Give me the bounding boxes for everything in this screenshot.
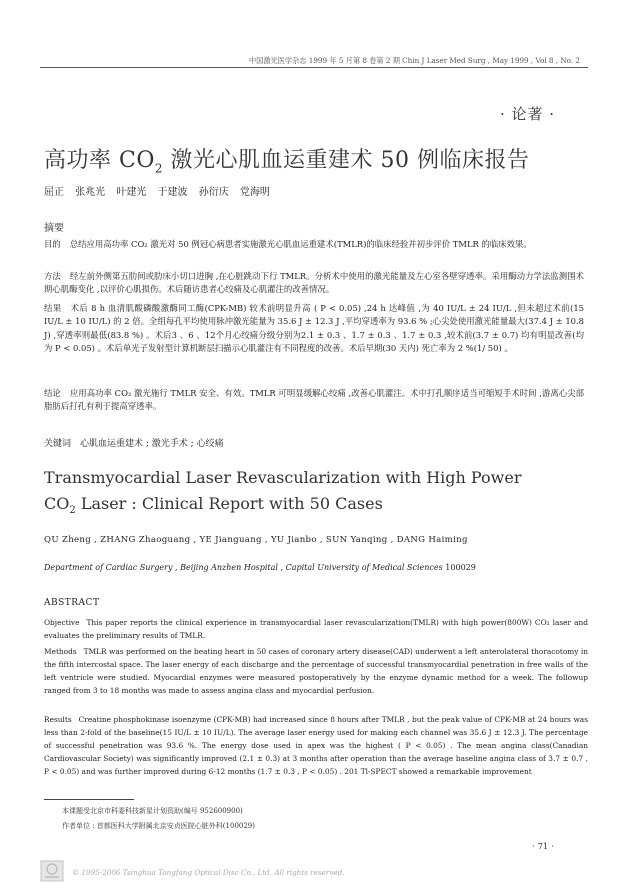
english-abstract-heading: ABSTRACT <box>44 598 100 608</box>
purpose-label: 目的 <box>44 239 61 249</box>
objective-label: Objective <box>44 618 80 627</box>
english-affiliation: Department of Cardiac Surgery , Beijing Anzhen Hospital , Capital University of Medical Sciences 100029 <box>44 563 476 572</box>
results-label: 结果 <box>44 303 62 313</box>
copyright-notice: © 1995-2006 Tsinghua Tongfang Optical Disc Co., Ltd. All rights reserved. <box>72 868 345 877</box>
header-divider <box>40 67 588 68</box>
chinese-results-paragraph <box>44 302 584 356</box>
english-objective-paragraph <box>44 616 588 642</box>
chinese-authors: 屈正 张兆光 叶建光 于建波 孙衍庆 党海明 <box>44 187 270 198</box>
results-text-en: Creatine phosphokinase isoenzyme (CPK-MB) had increased since 8 hours after TMLR , but the peak value of CPK-MB at 24 hours was less than 2-fold of the baseline(15 IU/L ± 10 IU/L). The average laser energy used for making each channel was 35.6 J ± 12.3 J. The percentage of successful penetration was 93.6 %. The energy dose used in apex was the highest ( P < 0.05) . The mean angina class(Canadian Cardiovascular Society) was significantly improved (2.1 ± 0.3) at 3 months after operation than the average baseline angina class of 3.7 ± 0.7 , P < 0.05) and was further improved during 6-12 months (1.7 ± 0.3 , P < 0.05) . 201 Tl-SPECT showed a remarkable improvement <box>44 715 588 776</box>
footnote-unit: 作者单位 : 首都医科大学附属北京安贞医院心脏外科(100029) <box>62 822 255 830</box>
chinese-methods-paragraph <box>44 270 584 297</box>
english-authors: QU Zheng , ZHANG Zhaoguang , YE Jianguang , YU Jianbo , SUN Yanqing , DANG Haiming <box>44 535 468 545</box>
chinese-title: 高功率 $CO_2$ 激光心肌血运重建术 50 例临床报告 <box>44 148 530 176</box>
keywords <box>44 436 224 449</box>
footnote-fund: 本课题受北京市科委科技新星计划资助(编号 952600900) <box>62 807 243 815</box>
postcode: 100029 <box>445 563 476 572</box>
keywords-label: 关键词 <box>44 439 72 449</box>
results-label-en: Results <box>44 715 72 724</box>
objective-text: This paper reports the clinical experience in transmyocardial laser revascularization(TMLR) with high power(800W) CO₂ laser and evaluates the preliminary results of TMLR. <box>44 618 588 640</box>
purpose-text: 总结应用高功率 CO₂ 激光对 50 例冠心病患者实施激光心肌血运重建术(TMLR)的临床经验并初步评价 TMLR 的临床效果。 <box>69 239 532 249</box>
page-number: · 71 · <box>532 842 554 852</box>
keywords-text: 心肌血运重建术 ; 激光手术 ; 心绞痛 <box>80 439 224 449</box>
conclusion-label: 结论 <box>44 388 61 398</box>
conclusion-text: 应用高功率 CO₂ 激光施行 TMLR 安全、有效。TMLR 可明显缓解心绞痛 ,改善心肌灌注。术中打孔顺序适当可缩短手术时间 ,游离心尖部脂肪后打孔有利于提高穿透率。 <box>44 388 585 412</box>
english-methods-paragraph <box>44 645 588 697</box>
cnki-logo-icon <box>40 860 64 882</box>
english-title-line1: Transmyocardial Laser Revascularization with High Power <box>44 468 522 487</box>
chinese-conclusion-paragraph <box>44 387 584 414</box>
running-head: 中国激光医学杂志 1999 年 5 月第 8 卷第 2 期 Chin J Laser Med Surg , May 1999 , Vol 8 , No. 2 <box>248 56 580 65</box>
english-title-line2: $CO_2$ Laser : Clinical Report with 50 Cases <box>44 494 383 517</box>
methods-text-en: TMLR was performed on the beating heart in 50 cases of coronary artery disease(CAD) underwent a left anterolateral thoracotomy in the fifth intercostal space. The laser energy of each discharge and the percentage of successful transmyocardial penetration in free walls of the left ventricle were studied. Myocardial enzymes were measured postoperatively by the enzyme dynamic method for a week. The followup ranged from 3 to 18 months was made to assess angina class and myocardial perfusion. <box>44 647 588 695</box>
chinese-abstract-heading: 摘要 <box>44 223 64 234</box>
footnote-divider <box>44 799 134 800</box>
methods-label-en: Methods <box>44 647 77 656</box>
section-label: · 论著 · <box>500 105 556 123</box>
methods-text: 经左前外侧第五肋间或肋床小切口进胸 ,在心脏跳动下行 TMLR。分析术中使用的激光能量及左心室各壁穿透率。采用酶动力学法监测围术期心肌酶变化 ,以评价心肌损伤。术后随访患者心绞痛及心肌灌注的改善情况。 <box>44 271 584 295</box>
methods-label: 方法 <box>44 271 61 281</box>
chinese-purpose-paragraph <box>44 238 584 251</box>
results-text: 术后 8 h 血清肌酸磷酸激酶同工酶(CPK-MB) 较术前明显升高 ( P < 0.05) ,24 h 达峰值 ,为 40 IU/L ± 24 IU/L ,但未超过术前(15 IU/L ± 10 IU/L) 的 2 倍。全组每孔平均使用脉冲激光能量为 35.6 J ± 12.3 J ,平均穿透率为 93.6 % ;心尖处使用激光能量最大(37.4 J ± 10.8 J) ,穿透率则最低(83.8 %) 。术后3 、6 、12个月心绞痛分级分别为2.1 ± 0.3 、1.7 ± 0.3 、1.7 ± 0.3 ,较术前(3.7 ± 0.7) 均有明显改善(均为 P < 0.05) 。术后单光子发射型计算机断层扫描示心肌灌注有不同程度的改善。术后早期(30 天内) 死亡率为 2 %(1/ 50) 。 <box>44 303 584 354</box>
english-results-paragraph <box>44 713 588 778</box>
